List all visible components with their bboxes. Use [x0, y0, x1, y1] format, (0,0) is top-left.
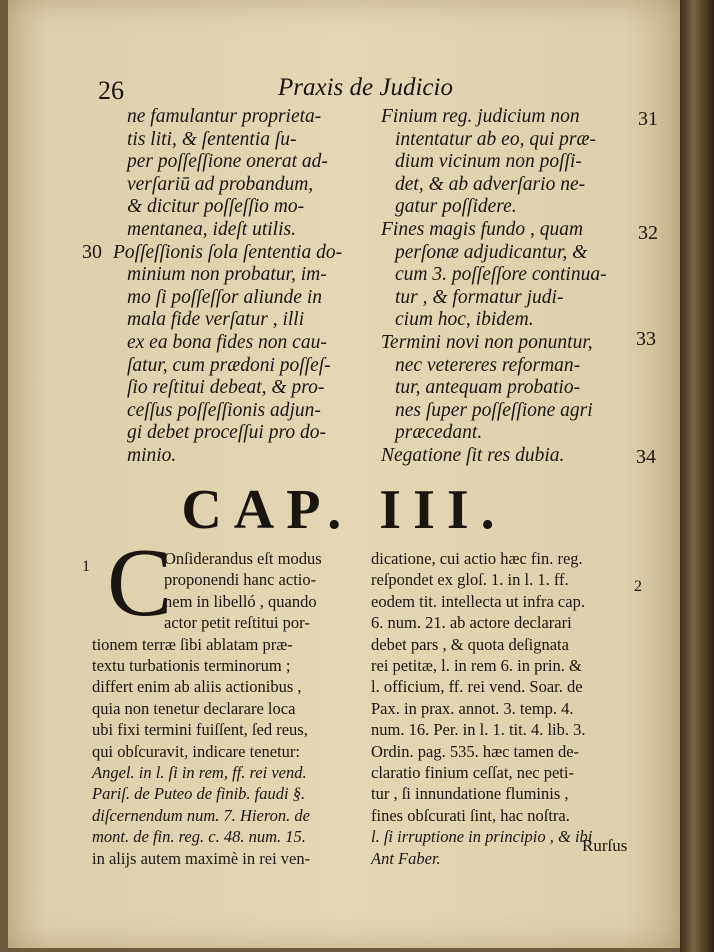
- running-title: Praxis de Judicio: [278, 74, 453, 101]
- summary-line: Finium reg. judicium non: [381, 106, 580, 127]
- body-line: Pariſ. de Puteo de finib. faudi §.: [92, 784, 306, 804]
- summary-line: mo ſi poſſeſſor aliunde in: [127, 286, 322, 308]
- marginal-number: 34: [636, 446, 656, 468]
- body-line: debet pars , & quota deſignata: [371, 634, 569, 654]
- page-number: 26: [98, 76, 124, 105]
- body-line: ubi fixi termini fuiſſent, ſed reus,: [92, 720, 308, 740]
- body-line: diſcernendum num. 7. Hieron. de: [92, 805, 310, 825]
- body-line: Onſiderandus eſt modus: [164, 549, 322, 568]
- summary-line: cum 3. poſſeſſore continua-: [395, 264, 607, 286]
- summary-line: ſio reſtitui debeat, & pro-: [127, 377, 325, 399]
- body-line: l. ſi irruptione in principio , & ibi: [371, 827, 593, 847]
- summary-line: Negatione ſit res dubia.: [381, 444, 565, 466]
- summary-entry: [113, 242, 383, 468]
- marginal-number: 33: [636, 328, 656, 350]
- summary-line: minio.: [127, 444, 177, 466]
- body-line: 6. num. 21. ab actore declarari: [371, 613, 572, 633]
- body-line: eodem tit. intellecta ut infra cap.: [371, 591, 585, 611]
- summary-entry: [113, 106, 383, 242]
- summary-line: nec vetereres reforman-: [395, 354, 581, 376]
- body-line: l. officium, ff. rei vend. Soar. de: [371, 677, 583, 697]
- summary-line: intentatur ab eo, qui præ-: [395, 128, 596, 150]
- summary-column-left: [113, 106, 383, 468]
- marginal-number: 2: [634, 578, 642, 595]
- book-spine: [680, 0, 714, 952]
- body-line: claratio finium ceſſat, nec peti-: [371, 763, 574, 783]
- summary-entry: [381, 219, 643, 332]
- body-line: tionem terræ ſibi ablatam præ-: [92, 634, 293, 654]
- body-line: proponendi hanc actio-: [164, 570, 317, 590]
- marginal-number: 31: [638, 108, 658, 130]
- book-page: [8, 0, 680, 948]
- body-column-left: [92, 548, 362, 869]
- body-line: Angel. in l. ſi in rem, ff. rei vend.: [92, 763, 307, 783]
- summary-line: gi debet proceſſui pro do-: [127, 422, 326, 444]
- body-line: Ant Faber.: [371, 848, 441, 868]
- body-line: actor petit reſtitui por-: [164, 613, 310, 633]
- body-line: rei petitæ, l. in rem 6. in prin. &: [371, 656, 582, 676]
- summary-line: Poſſeſſionis ſola ſententia do-: [113, 241, 343, 263]
- body-line: fines obſcurati ſint, hac noſtra.: [371, 805, 570, 825]
- marginal-number: 30: [82, 241, 102, 263]
- summary-entry: [381, 106, 643, 219]
- summary-line: ex ea bona fides non cau-: [127, 331, 327, 353]
- body-line: nem in libelló , quando: [164, 591, 317, 611]
- body-column-right: [371, 548, 643, 869]
- marginal-number: 32: [638, 222, 658, 244]
- summary-line: ne famulantur proprieta-: [127, 106, 322, 127]
- body-line: tur , ſi innundatione fluminis ,: [371, 784, 569, 804]
- summary-line: minium non probatur, im-: [127, 264, 327, 286]
- drop-cap: C: [107, 529, 173, 637]
- summary-line: præcedant.: [395, 422, 483, 444]
- summary-line: ceſſus poſſeſſionis adjun-: [127, 399, 321, 421]
- summary-line: verſariū ad probandum,: [127, 173, 314, 195]
- summary-line: tis liti, & ſententia ſu-: [127, 128, 297, 150]
- body-line: in alijs autem maximè in rei ven-: [92, 848, 311, 868]
- summary-line: dium vicinum non poſſi-: [395, 151, 582, 173]
- summary-line: mentanea, ideſt utilis.: [127, 218, 296, 240]
- body-line: qui obſcuravit, indicare tenetur:: [92, 741, 301, 761]
- summary-column-right: [381, 106, 643, 468]
- body-line: num. 16. Per. in l. 1. tit. 4. lib. 3.: [371, 720, 586, 740]
- summary-line: perſonæ adjudicantur, &: [395, 241, 588, 263]
- summary-line: gatur poſſidere.: [395, 196, 517, 218]
- summary-line: tur, antequam probatio-: [395, 377, 581, 399]
- body-line: mont. de fin. reg. c. 48. num. 15.: [92, 827, 306, 847]
- summary-line: det, & ab adverſario ne-: [395, 173, 586, 195]
- summary-entry: [381, 332, 643, 445]
- body-line: reſpondet ex gloſ. 1. in l. 1. ff.: [371, 570, 569, 590]
- marginal-number: 1: [82, 558, 90, 575]
- summary-line: mala fide verſatur , illi: [127, 309, 305, 331]
- catchword: Rurſus: [582, 836, 628, 855]
- body-line: Ordin. pag. 535. hæc tamen de-: [371, 741, 580, 761]
- summary-line: & dicitur poſſeſſio mo-: [127, 196, 305, 218]
- summary-line: tur , & formatur judi-: [395, 286, 564, 308]
- chapter-heading: CAP. III.: [181, 479, 507, 541]
- body-line: dicatione, cui actio hæc fin. reg.: [371, 549, 583, 568]
- body-line: textu turbationis terminorum ;: [92, 656, 291, 676]
- body-line: Pax. in prax. annot. 3. temp. 4.: [371, 698, 574, 718]
- summary-line: Fines magis fundo , quam: [381, 218, 584, 240]
- summary-line: cium hoc, ibidem.: [395, 309, 534, 331]
- body-line: quia non tenetur declarare loca: [92, 698, 296, 718]
- body-line: differt enim ab aliis actionibus ,: [92, 677, 302, 697]
- summary-line: per poſſeſſione onerat ad-: [127, 151, 328, 173]
- summary-line: ſatur, cum prædoni poſſeſ-: [127, 354, 331, 376]
- summary-line: Termini novi non ponuntur,: [381, 331, 593, 353]
- summary-entry: [381, 445, 643, 468]
- summary-line: nes ſuper poſſeſſione agri: [395, 399, 593, 421]
